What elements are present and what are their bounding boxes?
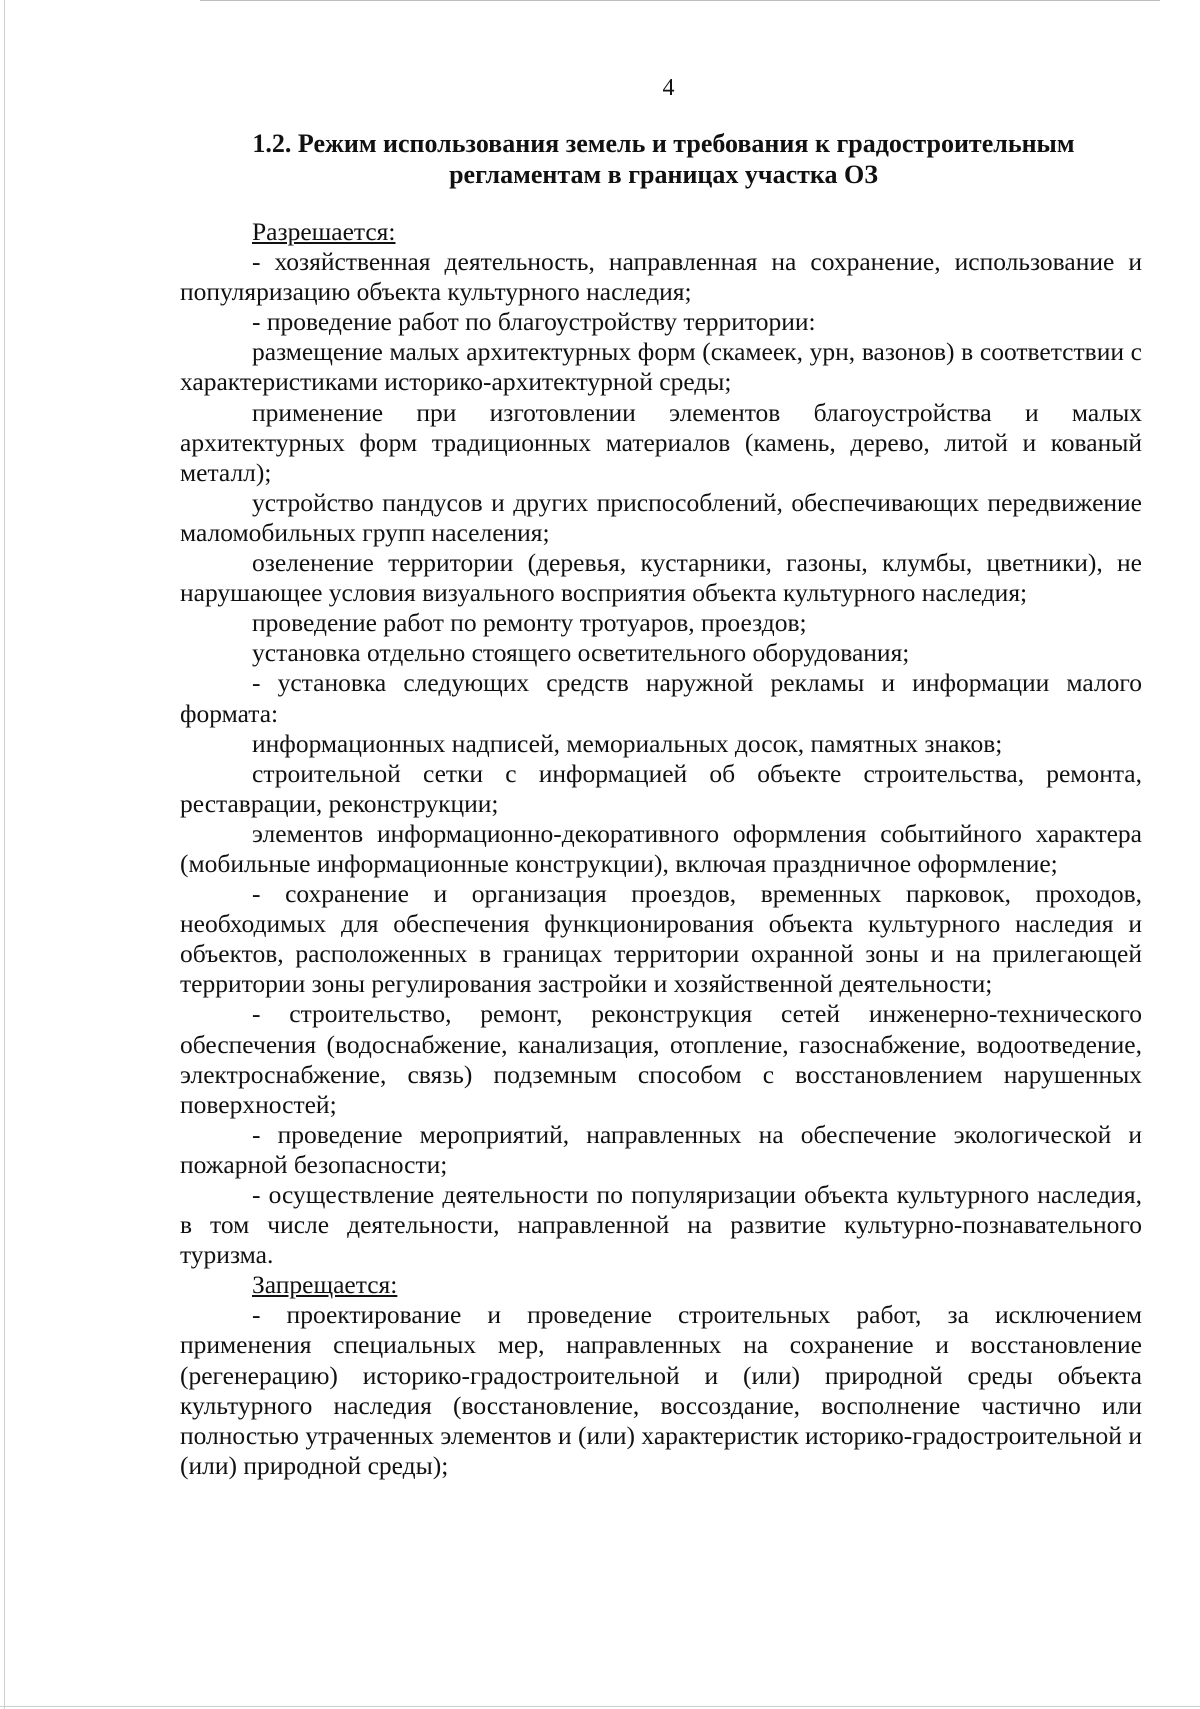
paragraph: установка отдельно стоящего осветительного оборудования; [252, 638, 910, 668]
paragraph: озеленение территории (деревья, кустарники, газоны, клумбы, цветники), не нарушающее условия визуального восприятия объекта культурного наследия; [180, 548, 1142, 608]
paragraph: элементов информационно-декоративного оформления событийного характера (мобильные информационные конструкции), включая праздничное оформление; [180, 818, 1142, 878]
section-heading-line-1: 1.2. Режим использования земель и требования к градостроительным [252, 129, 1075, 158]
paragraph: - проведение мероприятий, направленных на обеспечение экологической и пожарной безопасности; [180, 1119, 1142, 1179]
paragraph: - строительство, ремонт, реконструкция сетей инженерно-технического обеспечения (водоснабжение, канализация, отопление, газоснабжение, водоотведение, электроснабжение, связь) подземным способом с восстановлением нарушенных поверхностей; [180, 999, 1142, 1119]
paragraph: применение при изготовлении элементов благоустройства и малых архитектурных форм традиционных материалов (камень, дерево, литой и кованый металл); [180, 397, 1142, 487]
section-heading [180, 128, 1147, 190]
scan-edge-left [4, 0, 5, 1709]
paragraph: - проведение работ по благоустройству территории: [252, 307, 816, 337]
prohibited-label: Запрещается: [252, 1270, 398, 1300]
scan-edge-top [200, 0, 1160, 1]
section-heading-line-2: регламентам в границах участка ОЗ [449, 160, 878, 189]
paragraph: - осуществление деятельности по популяризации объекта культурного наследия, в том числе деятельности, направленной на развитие культурно-познавательного туризма. [180, 1180, 1142, 1270]
paragraph: - установка следующих средств наружной рекламы и информации малого формата: [180, 668, 1142, 728]
paragraph: размещение малых архитектурных форм (скамеек, урн, вазонов) в соответствии с характеристиками историко-архитектурной среды; [180, 337, 1142, 397]
paragraph: - хозяйственная деятельность, направленная на сохранение, использование и популяризацию объекта культурного наследия; [180, 247, 1142, 307]
allowed-label: Разрешается: [252, 217, 396, 246]
paragraph: - сохранение и организация проездов, временных парковок, проходов, необходимых для обеспечения функционирования объекта культурного наследия и объектов, расположенных в границах территории охранной зоны и на прилегающей территории зоны регулирования застройки и хозяйственной деятельности; [180, 879, 1142, 999]
paragraph: устройство пандусов и других приспособлений, обеспечивающих передвижение маломобильных групп населения; [180, 487, 1142, 547]
paragraph: проведение работ по ремонту тротуаров, проездов; [252, 608, 807, 638]
document-body [180, 217, 1142, 1481]
paragraph: строительной сетки с информацией об объекте строительства, ремонта, реставрации, реконструкции; [180, 758, 1142, 818]
paragraph: информационных надписей, мемориальных досок, памятных знаков; [252, 728, 1003, 758]
paragraph: - проектирование и проведение строительных работ, за исключением применения специальных мер, направленных на сохранение и восстановление (регенерацию) историко-градостроительной и (или) природной среды объекта культурного наследия (восстановление, воссоздание, восполнение частично или полностью утраченных элементов и (или) характеристик историко-градостроительной и (или) природной среды); [180, 1300, 1142, 1480]
scan-edge-bottom [0, 1706, 1200, 1707]
page-number: 4 [662, 75, 675, 101]
